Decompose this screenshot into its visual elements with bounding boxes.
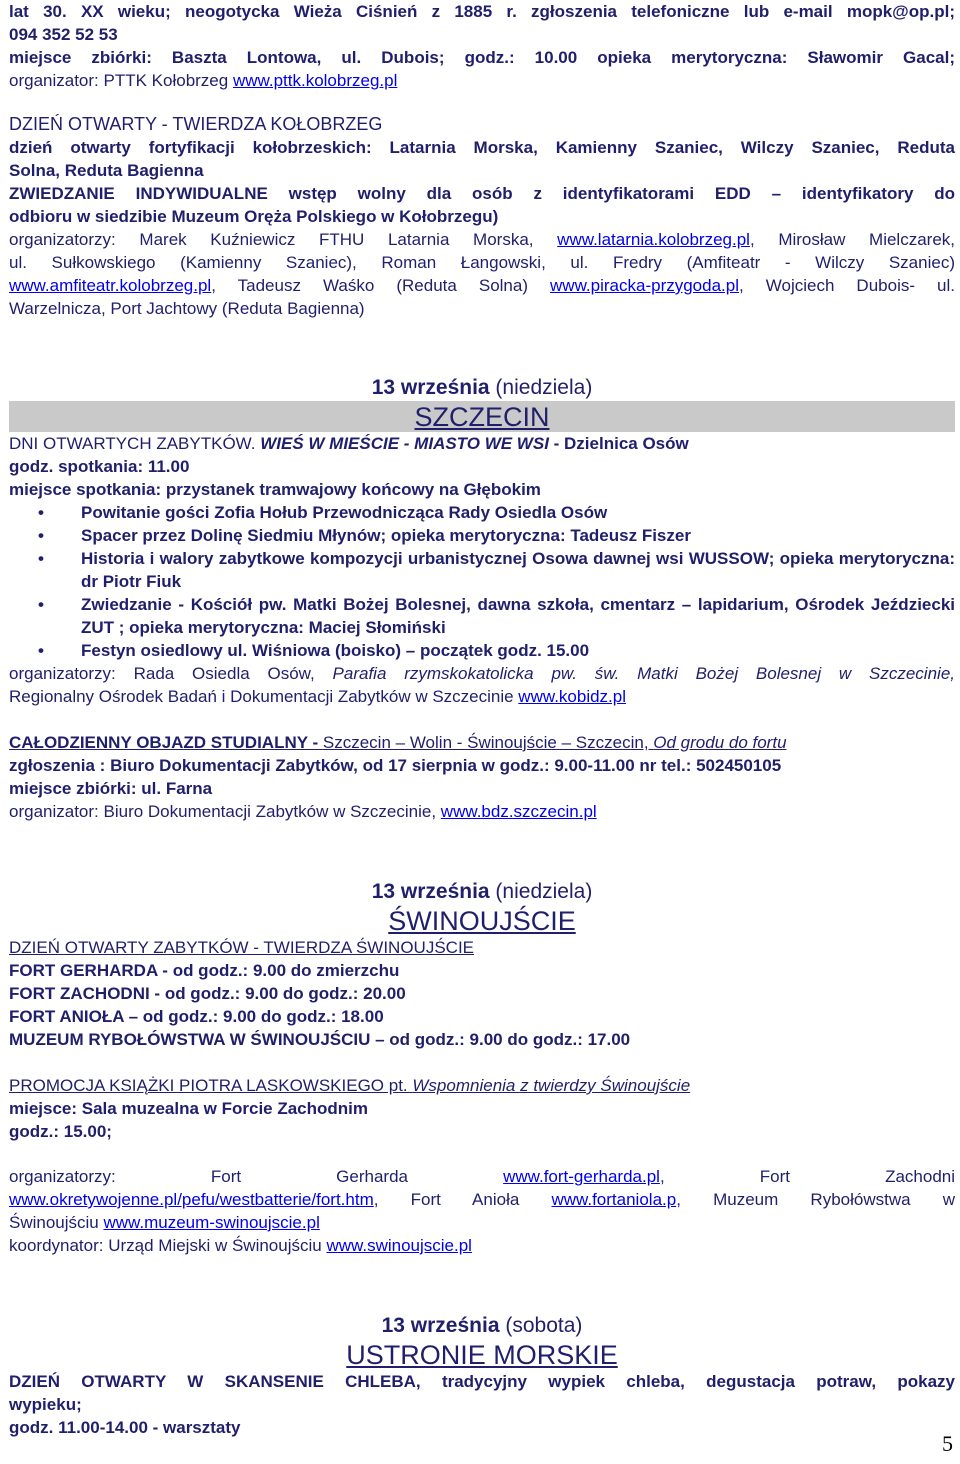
szczecin-program-list	[9, 501, 955, 662]
date-weekday: (sobota)	[499, 1314, 583, 1337]
coordinator-line	[9, 1234, 955, 1257]
org-text: organizator: Biuro Dokumentacji Zabytków w Szczecinie,	[9, 802, 441, 821]
ustronie-block	[9, 1313, 955, 1439]
org-text: , Fort Zachodni	[659, 1167, 956, 1186]
heading-italic: WIEŚ W MIEŚCIE - MIASTO WE WSI	[260, 434, 549, 453]
tour-meeting-place: miejsce zbiórki: ul. Farna	[9, 779, 213, 798]
fort-zachodni-hours: FORT ZACHODNI - od godz.: 9.00 do godz.: 20.00	[9, 984, 406, 1003]
top-line-4	[9, 69, 955, 92]
kolobrzeg-block	[9, 113, 955, 320]
org-text: , Fort Anioła	[373, 1190, 552, 1209]
ustronie-line-3: godz. 11.00-14.00 - warsztaty	[9, 1418, 241, 1437]
list-item: • Festyn osiedlowy ul. Wiśniowa (boisko) – początek godz. 15.00	[81, 639, 955, 662]
swinoujscie-organizers	[9, 1165, 955, 1257]
kolobrzeg-line-3: ZWIEDZANIE INDYWIDUALNE wstęp wolny dla osób z identyfikatorami EDD – identyfikatory do	[9, 184, 955, 203]
org-text: koordynator: Urząd Miejski w Świnoujściu	[9, 1236, 327, 1255]
org-line-2	[9, 1188, 955, 1211]
org-text: , Wojciech Dubois- ul.	[739, 276, 955, 295]
top-line-1: lat 30. XX wieku; neogotycka Wieża Ciśnień z 1885 r. zgłoszenia telefoniczne lub e-mail mopk@op.pl;	[9, 2, 955, 21]
kolobrzeg-org-4: Warzelnicza, Port Jachtowy (Reduta Bagienna)	[9, 299, 365, 318]
szczecin-tour	[9, 731, 955, 823]
szczecin-heading	[9, 432, 955, 455]
top-line-2: 094 352 52 53	[9, 25, 118, 44]
swinoujscie-date	[9, 879, 955, 905]
date-weekday: (niedziela)	[489, 376, 593, 399]
promo-title	[9, 1074, 955, 1097]
tour-label: CAŁODZIENNY OBJAZD STUDIALNY -	[9, 733, 323, 752]
org-text: Świnoujściu	[9, 1213, 104, 1232]
szczecin-organizers-2	[9, 685, 955, 708]
pttk-link[interactable]: www.pttk.kolobrzeg.pl	[232, 71, 398, 90]
szczecin-block	[9, 375, 955, 823]
kobidz-link[interactable]: www.kobidz.pl	[518, 687, 627, 706]
kolobrzeg-org-2: ul. Sułkowskiego (Kamienny Szaniec), Roman Łangowski, ul. Fredry (Amfiteatr - Wilczy Szaniec)	[9, 253, 955, 272]
kolobrzeg-line-1: dzień otwarty fortyfikacji kołobrzeskich: Latarnia Morska, Kamienny Szaniec, Wilczy Szaniec, Reduta	[9, 138, 955, 157]
kolobrzeg-org-1	[9, 228, 955, 251]
book-promotion	[9, 1074, 955, 1143]
list-item: • Zwiedzanie - Kościół pw. Matki Bożej Bolesnej, dawna szkoła, cmentarz – lapidarium, Ośrodek Jeździecki ZUT ; opieka merytoryczna: Maciej Słomiński	[81, 593, 955, 639]
date-weekday: (niedziela)	[489, 880, 593, 903]
fort-gerharda-hours: FORT GERHARDA - od godz.: 9.00 do zmierzchu	[9, 961, 400, 980]
okretywojenne-link[interactable]: www.okretywojenne.pl/pefu/westbatterie/fort.htm	[9, 1190, 374, 1209]
top-organizer-text: organizator: PTTK Kołobrzeg	[9, 71, 233, 90]
list-item: • Spacer przez Dolinę Siedmiu Młynów; opieka merytoryczna: Tadeusz Fiszer	[81, 524, 955, 547]
szczecin-city-banner: SZCZECIN	[9, 401, 955, 432]
org-line-3	[9, 1211, 955, 1234]
ustronie-line-1: DZIEŃ OTWARTY W SKANSENIE CHLEBA, tradycyjny wypiek chleba, degustacja potraw, pokazy	[9, 1372, 955, 1391]
document-page	[9, 0, 955, 1439]
bdz-link[interactable]: www.bdz.szczecin.pl	[440, 802, 597, 821]
org-line-1	[9, 1165, 955, 1188]
muzeum-rybolowstwa-hours: MUZEUM RYBOŁÓWSTWA W ŚWINOUJŚCIU – od godz.: 9.00 do godz.: 17.00	[9, 1030, 631, 1049]
swinoujscie-link[interactable]: www.swinoujscie.pl	[326, 1236, 472, 1255]
promo-place: miejsce: Sala muzealna w Forcie Zachodnim	[9, 1099, 369, 1118]
promo-time: godz.: 15.00;	[9, 1122, 112, 1141]
kolobrzeg-org-3	[9, 274, 955, 297]
tour-title	[9, 731, 955, 754]
tour-italic: Od grodu do fortu	[653, 733, 787, 752]
szczecin-date	[9, 375, 955, 401]
heading-rest: - Dzielnica Osów	[548, 434, 689, 453]
szczecin-organizers-1	[9, 662, 955, 685]
org-text: , Tadeusz Waśko (Reduta Solna)	[211, 276, 551, 295]
page-number: 5	[942, 1431, 953, 1456]
promo-book-title: Wspomnienia z twierdzy Świnoujście	[412, 1076, 691, 1095]
piracka-link[interactable]: www.piracka-przygoda.pl	[550, 276, 739, 295]
amfiteatr-link[interactable]: www.amfiteatr.kolobrzeg.pl	[9, 276, 212, 295]
top-block	[9, 0, 955, 92]
heading-text: DNI OTWARTYCH ZABYTKÓW.	[9, 434, 261, 453]
latarnia-link[interactable]: www.latarnia.kolobrzeg.pl	[557, 230, 750, 249]
ustronie-line-2: wypieku;	[9, 1395, 82, 1414]
kolobrzeg-line-2: Solna, Reduta Bagienna	[9, 161, 204, 180]
tour-registration: zgłoszenia : Biuro Dokumentacji Zabytków, od 17 sierpnia w godz.: 9.00-11.00 nr tel.: 502450105	[9, 756, 782, 775]
tour-organizer	[9, 800, 955, 823]
top-line-3: miejsce zbiórki: Baszta Lontowa, ul. Dubois; godz.: 10.00 opieka merytoryczna: Sławomir Gacal;	[9, 48, 955, 67]
tour-route: Szczecin – Wolin - Świnoujście – Szczecin,	[322, 733, 654, 752]
swinoujscie-block	[9, 879, 955, 1257]
ustronie-city-banner: USTRONIE MORSKIE	[346, 1340, 618, 1370]
kolobrzeg-line-4: odbioru w siedzibie Muzeum Oręża Polskiego w Kołobrzegu)	[9, 207, 499, 226]
list-item: • Powitanie gości Zofia Hołub Przewodnicząca Rady Osiedla Osów	[81, 501, 955, 524]
org-text: Regionalny Ośrodek Badań i Dokumentacji Zabytków w Szczecinie	[9, 687, 519, 706]
list-item: • Historia i walory zabytkowe kompozycji urbanistycznej Osowa dawnej wsi WUSSOW; opieka merytoryczna: dr Piotr Fiuk	[81, 547, 955, 593]
fort-aniola-hours: FORT ANIOŁA – od godz.: 9.00 do godz.: 18.00	[9, 1007, 384, 1026]
kolobrzeg-title: DZIEŃ OTWARTY - TWIERDZA KOŁOBRZEG	[9, 114, 383, 134]
szczecin-time: godz. spotkania: 11.00	[9, 457, 190, 476]
muzeum-swinoujscie-link[interactable]: www.muzeum-swinoujscie.pl	[103, 1213, 320, 1232]
fortaniola-link[interactable]: www.fortaniola.p	[551, 1190, 677, 1209]
date-bold: 13 września	[381, 1314, 500, 1337]
org-text: , Muzeum Rybołówstwa w	[676, 1190, 955, 1209]
swinoujscie-city-banner: ŚWINOUJŚCIE	[388, 906, 576, 936]
date-bold: 13 września	[371, 376, 490, 399]
org-text: organizatorzy: Fort Gerharda	[9, 1167, 504, 1186]
promo-label: PROMOCJA KSIĄŻKI PIOTRA LASKOWSKIEGO pt.	[9, 1076, 413, 1095]
org-text: organizatorzy: Rada Osiedla Osów,	[9, 664, 333, 683]
szczecin-meeting-place: miejsce spotkania: przystanek tramwajowy końcowy na Głębokim	[9, 480, 541, 499]
fort-gerharda-link[interactable]: www.fort-gerharda.pl	[503, 1167, 660, 1186]
org-italic: Parafia rzymskokatolicka pw. św. Matki Bożej Bolesnej w Szczecinie,	[332, 664, 955, 683]
org-text: organizatorzy: Marek Kuźniewicz FTHU Latarnia Morska,	[9, 230, 558, 249]
org-text: , Mirosław Mielczarek,	[749, 230, 955, 249]
swinoujscie-title: DZIEŃ OTWARTY ZABYTKÓW - TWIERDZA ŚWINOUJŚCIE	[9, 938, 475, 957]
ustronie-date	[9, 1313, 955, 1339]
date-bold: 13 września	[371, 880, 490, 903]
